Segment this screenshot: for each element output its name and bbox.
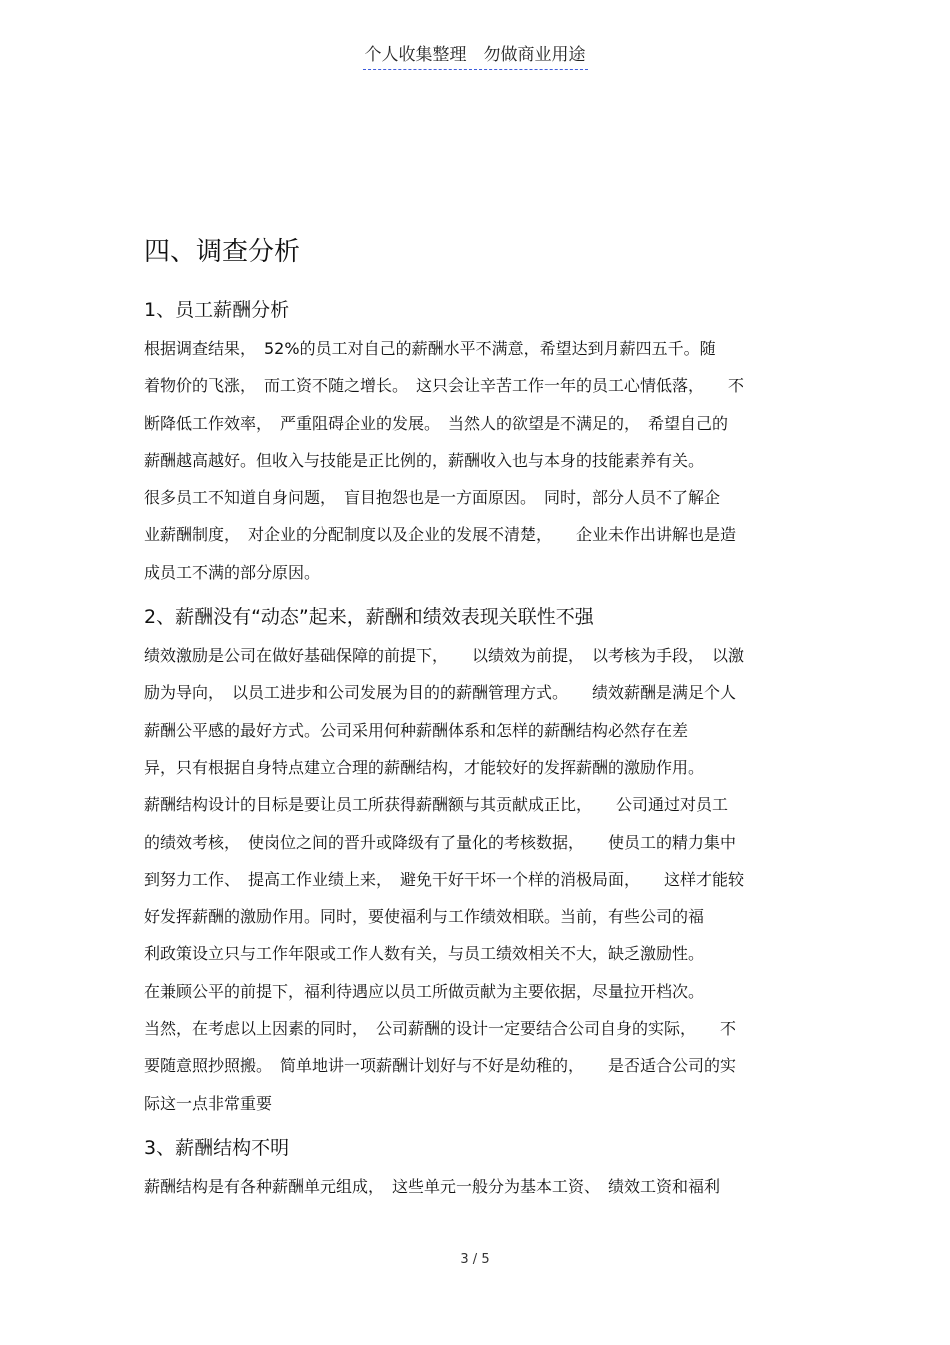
- text-line: 很多员工不知道自身问题， 盲目抱怨也是一方面原因。 同时，部分人员不了解企: [144, 488, 721, 508]
- subsection-title: 2、薪酬没有“动态”起来，薪酬和绩效表现关联性不强: [144, 606, 594, 629]
- text-line: 断降低工作效率， 严重阻碍企业的发展。 当然人的欲望是不满足的， 希望自己的: [144, 413, 729, 433]
- text-line: 绩效激励是公司在做好基础保障的前提下， 以绩效为前提， 以考核为手段， 以激: [144, 646, 745, 666]
- header-text: 个人收集整理 勿做商业用途: [363, 45, 588, 70]
- subsection-title: 1、员工薪酬分析: [144, 299, 290, 321]
- paragraph: [144, 330, 812, 591]
- text-line: 业薪酬制度， 对企业的分配制度以及企业的发展不清楚， 企业未作出讲解也是造: [144, 525, 737, 545]
- subsection-title: 3、薪酬结构不明: [144, 1136, 290, 1159]
- text-line: 薪酬公平感的最好方式。公司采用何种薪酬体系和怎样的薪酬结构必然存在差: [144, 720, 689, 740]
- text-line: 根据调查结果， 52%的员工对自己的薪酬水平不满意，希望达到月薪四五千。随: [144, 339, 716, 358]
- document-body: [144, 232, 812, 1211]
- text-line: 薪酬结构设计的目标是要让员工所获得薪酬额与其贡献成正比， 公司通过对员工: [144, 795, 729, 815]
- text-line: 薪酬结构是有各种薪酬单元组成， 这些单元一般分为基本工资、 绩效工资和福利: [144, 1176, 721, 1196]
- text-line: 的绩效考核， 使岗位之间的晋升或降级有了量化的考核数据， 使员工的精力集中: [144, 832, 737, 852]
- text-line: 好发挥薪酬的激励作用。同时，要使福利与工作绩效相联。当前，有些公司的福: [144, 907, 705, 927]
- text-line: 薪酬越高越好。但收入与技能是正比例的，薪酬收入也与本身的技能素养有关。: [144, 450, 705, 470]
- paragraph: [144, 1168, 812, 1205]
- text-line: 要随意照抄照搬。 简单地讲一项薪酬计划好与不好是幼稚的， 是否适合公司的实: [144, 1056, 737, 1076]
- page-header: [0, 40, 950, 65]
- page-number: 3 / 5: [460, 1252, 490, 1267]
- text-line: 在兼顾公平的前提下，福利待遇应以员工所做贡献为主要依据，尽量拉开档次。: [144, 981, 705, 1001]
- paragraph: [144, 637, 812, 1122]
- text-line: 到努力工作、 提高工作业绩上来， 避免干好干坏一个样的消极局面， 这样才能较: [144, 869, 745, 889]
- text-line: 当然，在考虑以上因素的同时， 公司薪酬的设计一定要结合公司自身的实际， 不: [144, 1019, 737, 1039]
- text-line: 异，只有根据自身特点建立合理的薪酬结构，才能较好的发挥薪酬的激励作用。: [144, 757, 705, 777]
- text-line: 励为导向， 以员工进步和公司发展为目的的薪酬管理方式。 绩效薪酬是满足个人: [144, 683, 737, 703]
- text-line: 利政策设立只与工作年限或工作人数有关，与员工绩效相关不大，缺乏激励性。: [144, 944, 705, 964]
- text-line: 际这一点非常重要: [144, 1093, 273, 1113]
- text-line: 着物价的飞涨， 而工资不随之增长。 这只会让辛苦工作一年的员工心情低落， 不: [144, 376, 745, 396]
- text-line: 成员工不满的部分原因。: [144, 562, 321, 582]
- section-title: 四、调查分析: [144, 237, 301, 267]
